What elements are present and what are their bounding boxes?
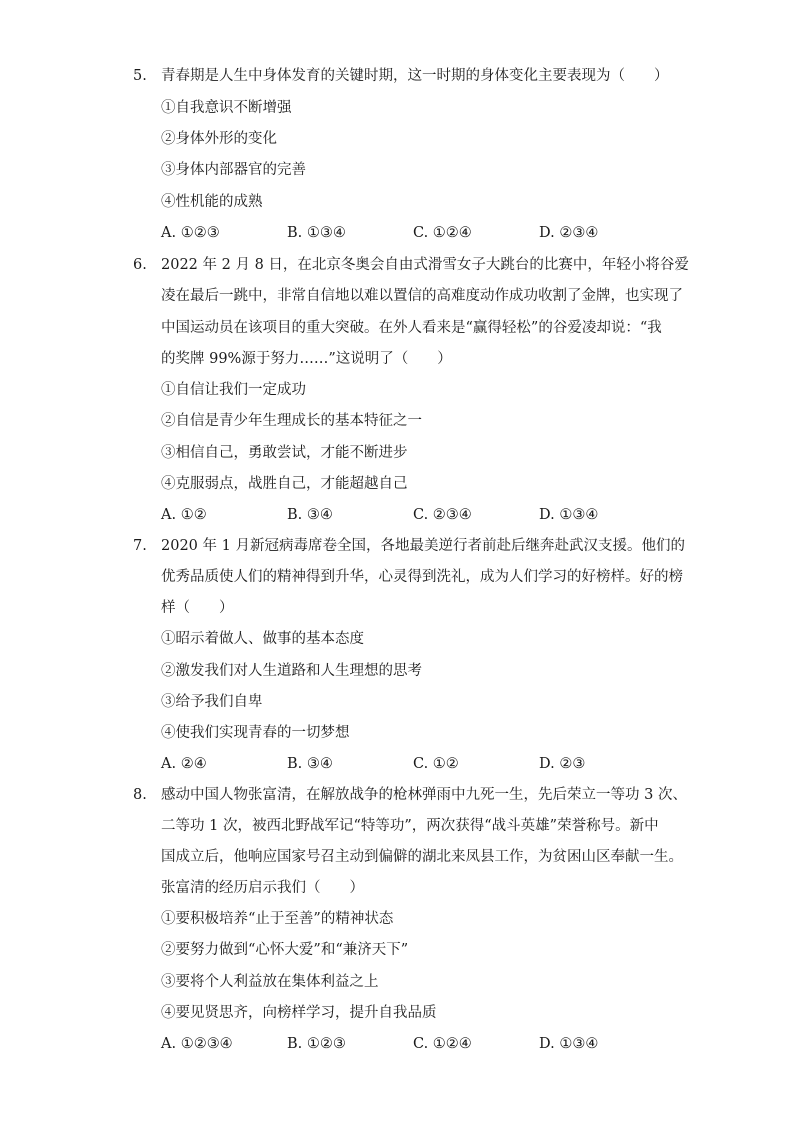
question-stem-line: 中国运动员在该项目的重大突破。在外人看来是“赢得轻松”的谷爱凌却说：“我 [161, 320, 662, 336]
answer-choice-b: B. ③④ [287, 756, 333, 772]
question-stem-line: 青春期是人生中身体发育的关键时期，这一时期的身体变化主要表现为（ ） [161, 68, 669, 84]
statement-option: ①自信让我们一定成功 [161, 382, 306, 398]
statement-option: ②自信是青少年生理成长的基本特征之一 [161, 413, 422, 429]
statement-option: ④克服弱点，战胜自己，才能超越自己 [161, 476, 408, 492]
answer-choice-a: A. ①② [161, 507, 207, 523]
answer-choice-a: A. ①②③④ [161, 1036, 233, 1052]
statement-option: ①昭示着做人、做事的基本态度 [161, 631, 364, 647]
statement-option: ④使我们实现青春的一切梦想 [161, 725, 350, 741]
answer-choice-a: A. ②④ [161, 756, 207, 772]
question-number: 8. [133, 787, 147, 803]
statement-option: ②激发我们对人生道路和人生理想的思考 [161, 663, 422, 679]
answer-choice-c: C. ②③④ [413, 507, 472, 523]
answer-choice-b: B. ③④ [287, 507, 333, 523]
question-stem-line: 优秀品质使人们的精神得到升华，心灵得到洗礼，成为人们学习的好榜样。好的榜 [161, 569, 683, 585]
answer-choice-a: A. ①②③ [161, 225, 220, 241]
statement-option: ②身体外形的变化 [161, 131, 277, 147]
question-number: 7. [133, 538, 147, 554]
statement-option: ②要努力做到“心怀大爱”和“兼济天下” [161, 942, 409, 958]
statement-option: ③身体内部器官的完善 [161, 162, 306, 178]
question-number: 5. [133, 68, 147, 84]
answer-choice-c: C. ①② [413, 756, 459, 772]
answer-choice-c: C. ①②④ [413, 1036, 472, 1052]
answer-choice-b: B. ①②③ [287, 1036, 346, 1052]
question-stem-line: 二等功 1 次，被西北野战军记“特等功”，两次获得“战斗英雄”荣誉称号。新中 [161, 818, 659, 834]
statement-option: ④要见贤思齐，向榜样学习，提升自我品质 [161, 1005, 437, 1021]
answer-choice-c: C. ①②④ [413, 225, 472, 241]
question-stem-line: 2020 年 1 月新冠病毒席卷全国，各地最美逆行者前赴后继奔赴武汉支援。他们的 [161, 538, 685, 554]
statement-option: ③相信自己，勇敢尝试，才能不断进步 [161, 445, 408, 461]
answer-choice-d: D. ②③④ [539, 225, 599, 241]
statement-option: ①自我意识不断增强 [161, 100, 292, 116]
question-stem-line: 张富清的经历启示我们（ ） [161, 880, 364, 896]
answer-choice-d: D. ②③ [539, 756, 586, 772]
answer-choice-b: B. ①③④ [287, 225, 346, 241]
statement-option: ④性机能的成熟 [161, 194, 263, 210]
answer-choice-d: D. ①③④ [539, 507, 599, 523]
answer-choice-d: D. ①③④ [539, 1036, 599, 1052]
question-stem-line: 的奖牌 99%源于努力……”这说明了（ ） [161, 351, 452, 367]
question-stem-line: 感动中国人物张富清，在解放战争的枪林弹雨中九死一生，先后荣立一等功 3 次、 [161, 787, 687, 803]
question-stem-line: 凌在最后一跳中，非常自信地以难以置信的高难度动作成功收割了金牌，也实现了 [161, 288, 683, 304]
statement-option: ①要积极培养“止于至善”的精神状态 [161, 911, 394, 927]
question-number: 6. [133, 257, 147, 273]
question-stem-line: 2022 年 2 月 8 日，在北京冬奥会自由式滑雪女子大跳台的比赛中，年轻小将谷爱 [161, 257, 689, 273]
statement-option: ③给予我们自卑 [161, 694, 263, 710]
question-stem-line: 样（ ） [161, 600, 234, 616]
question-stem-line: 国成立后，他响应国家号召主动到偏僻的湖北来凤县工作，为贫困山区奉献一生。 [161, 849, 683, 865]
statement-option: ③要将个人利益放在集体利益之上 [161, 974, 379, 990]
